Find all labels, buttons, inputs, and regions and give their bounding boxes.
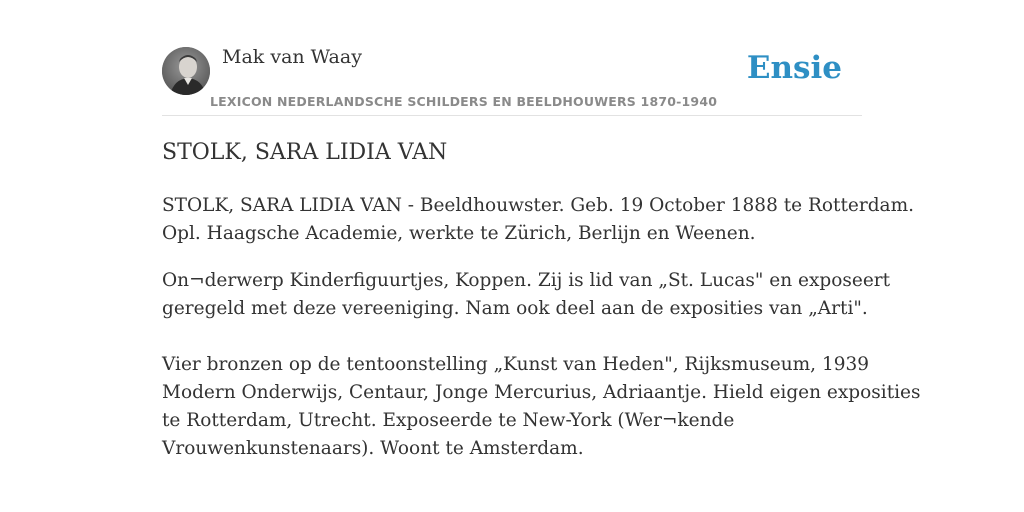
article-body bbox=[162, 192, 921, 482]
paragraph-line: Vier bronzen op de tentoonstelling „Kunst van Heden", Rijksmuseum, 1939 bbox=[162, 354, 870, 375]
article-header bbox=[162, 44, 862, 116]
page-title: STOLK, SARA LIDIA VAN bbox=[162, 140, 448, 165]
portrait-icon bbox=[162, 47, 210, 95]
paragraph-2 bbox=[162, 267, 891, 323]
paragraph-line: Vrouwenkunstenaars). Woont te Amsterdam. bbox=[162, 438, 584, 459]
paragraph-3 bbox=[162, 351, 921, 463]
author-name[interactable]: Mak van Waay bbox=[222, 46, 362, 68]
paragraph-line: Opl. Haagsche Academie, werkte te Zürich, Berlijn en Weenen. bbox=[162, 223, 756, 244]
source-title[interactable]: LEXICON NEDERLANDSCHE SCHILDERS EN BEELDHOUWERS 1870-1940 bbox=[210, 94, 718, 109]
paragraph-line: STOLK, SARA LIDIA VAN - Beeldhouwster. Geb. 19 October 1888 te Rotterdam. bbox=[162, 195, 915, 216]
author-avatar[interactable] bbox=[162, 47, 210, 95]
paragraph-line: geregeld met deze vereeniging. Nam ook deel aan de exposities van „Arti". bbox=[162, 298, 868, 319]
paragraph-line: te Rotterdam, Utrecht. Exposeerde te New-York (Wer¬kende bbox=[162, 410, 735, 431]
brand-logo[interactable]: Ensie bbox=[746, 50, 842, 86]
paragraph-1 bbox=[162, 192, 915, 248]
paragraph-line: Modern Onderwijs, Centaur, Jonge Mercurius, Adriaantje. Hield eigen exposities bbox=[162, 382, 921, 403]
paragraph-line: On¬derwerp Kinderfiguurtjes, Koppen. Zij is lid van „St. Lucas" en exposeert bbox=[162, 270, 891, 291]
